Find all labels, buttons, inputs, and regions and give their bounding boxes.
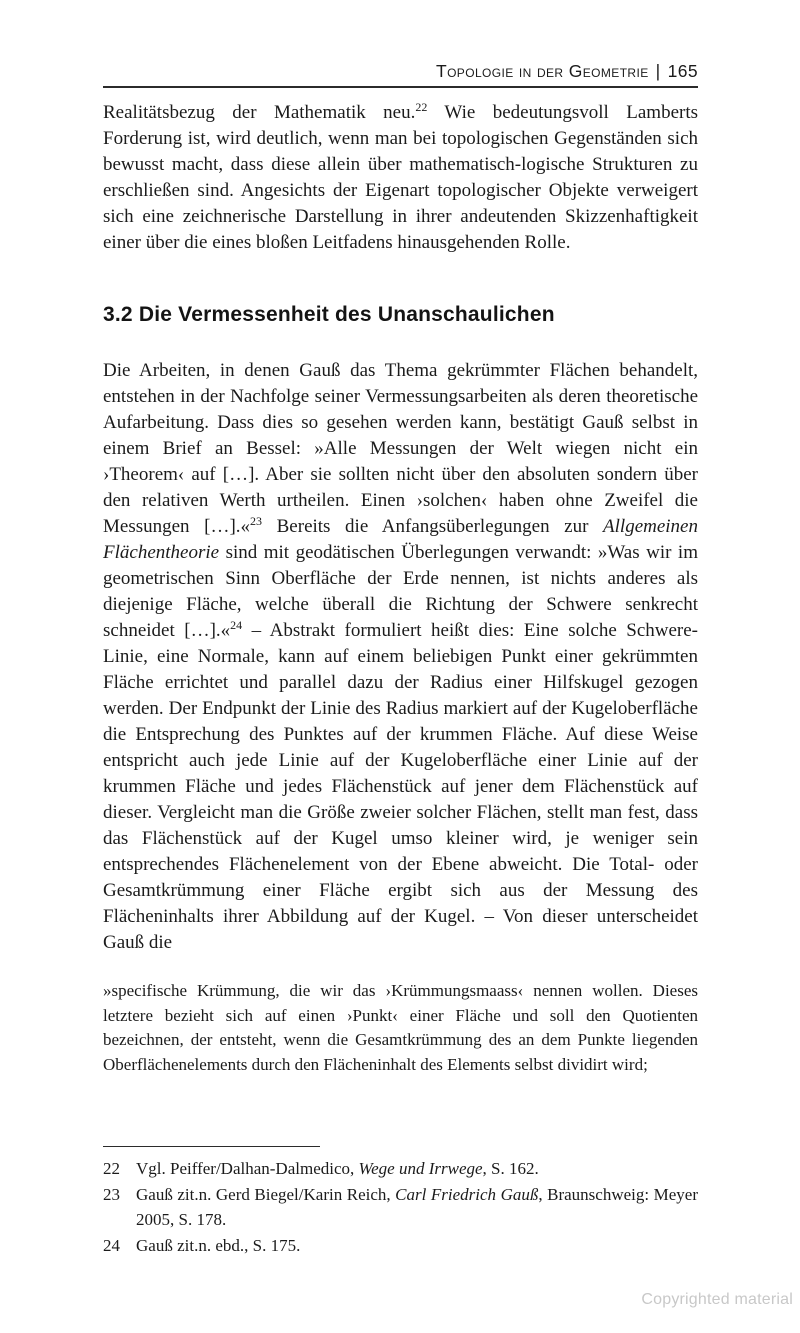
footnote-22: [103, 1156, 698, 1182]
footnote-number: 23: [103, 1184, 120, 1204]
footnote-separator-rule: [103, 1146, 320, 1147]
paragraph-continuation: Realitätsbezug der Mathematik neu.$^{22}$ Wie bedeutungsvoll Lamberts Forderung ist, wird deutlich, wenn man bei topologischen Gegenständen sich bewusst macht, dass diese allein über mathematisch-logische Strukturen zu erschließen sind. Angesichts der Eigenart topologischer Objekte verweigert sich eine zeichnerische Darstellung in ihrer andeutenden Skizzenhaftigkeit einer über die eines bloßen Leitfadens hinausgehenden Rolle.: [103, 100, 698, 253]
footnote-number: 22: [103, 1159, 120, 1178]
footnote-text: Gauß zit.n. ebd., S. 175.: [136, 1235, 301, 1255]
paragraph-main: Die Arbeiten, in denen Gauß das Thema gekrümmter Flächen behandelt, entstehen in der Nachfolge seiner Vermessungsarbeiten als deren theoretische Aufarbeitung. Dass dies so gesehen werden kann, bestätigt Gauß selbst in einem Brief an Bessel: »Alle Messungen der Welt wiegen nicht ein ›Theorem‹ auf […]. Aber sie sollten nicht über den absoluten sondern über den relativen Werth urtheilen. Einen ›solchen‹ haben ohne Zweifel die Messungen […].«$^{23}$ Bereits die Anfangsüberlegungen zur Allgemeinen Flächentheorie sind mit geodätischen Überlegungen verwandt: »Was wir im geometrischen Sinn Oberfläche der Erde nennen, ist nichts anderes als diejenige Fläche, welche überall die Richtung der Schwere senkrecht schneidet […].«$^{24}$ – Abstrakt formuliert heißt dies: Eine solche Schwere-Linie, eine Normale, kann auf einem beliebigen Punkt einer gekrümmten Fläche errichtet und parallel dazu der Radius einer Hilfskugel gezogen werden. Der Endpunkt der Linie des Radius markiert auf der Kugeloberfläche die Entsprechung des Punktes auf der krummen Fläche. Auf diese Weise entspricht auch jede Linie auf der Kugeloberfläche einer Linie auf der krummen Fläche und jedes Flächenstück auf jener dem Flächenstück auf dieser. Vergleicht man die Größe zweier solcher Flächen, stellt man fest, dass das Flächenstück auf der Kugel umso kleiner wird, je weniger sein entsprechendes Flächenelement von der Ebene abweicht. Die Total- oder Gesamtkrümmung einer Fläche ergibt sich aus der Messung des Flächeninhalts ihrer Abbildung auf der Kugel. – Von dieser unterscheidet Gauß die: [103, 360, 699, 953]
block-quote: »specifische Krümmung, die wir das ›Krümmungsmaass‹ nennen wollen. Dieses letztere bezieht sich auf einen ›Punkt‹ einer Fläche und soll den Quotienten bezeichnen, der entsteht, wenn die Gesamtkrümmung des an dem Punkte liegenden Oberflächenelements durch den Flächeninhalt des Elements selbst dividirt wird;: [103, 981, 698, 1074]
running-header: [103, 61, 698, 88]
footnote-24: [103, 1233, 698, 1259]
footnotes-section: [103, 1146, 698, 1258]
footnote-text: Vgl. Peiffer/Dalhan-Dalmedico, Wege und Irrwege, S. 162.: [136, 1159, 539, 1178]
running-title: Topologie in der Geometrie: [435, 61, 649, 81]
copyright-watermark: Copyrighted material: [641, 1291, 793, 1308]
footnote-text: Gauß zit.n. Gerd Biegel/Karin Reich, Carl Friedrich Gauß, Braunschweig: Meyer 2005, S. 178.: [136, 1184, 698, 1229]
header-divider: |: [655, 61, 661, 81]
footnote-number: 24: [103, 1235, 120, 1255]
page-number: 165: [667, 61, 698, 81]
footnote-23: [103, 1182, 698, 1233]
section-heading: 3.2 Die Vermessenheit des Unanschaulichen: [103, 303, 555, 326]
page-content: [103, 100, 698, 1077]
